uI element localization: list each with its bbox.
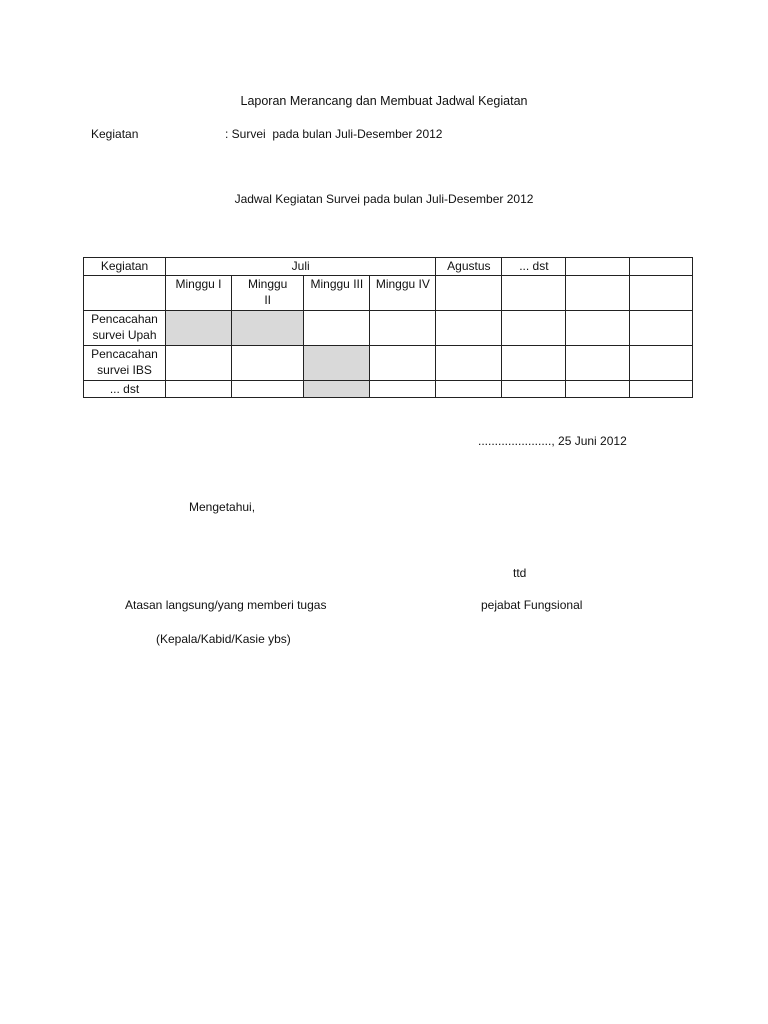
header-empty <box>566 258 630 276</box>
table-week-row <box>84 276 693 311</box>
week-2-header: Minggu II <box>232 276 304 311</box>
schedule-cell-shaded <box>232 311 304 346</box>
date-line: ......................, 25 Juni 2012 <box>478 434 627 448</box>
kegiatan-value: : Survei pada bulan Juli-Desember 2012 <box>225 127 443 141</box>
schedule-cell <box>566 381 630 398</box>
header-dst: ... dst <box>502 258 566 276</box>
schedule-cell <box>502 346 566 381</box>
mengetahui-label: Mengetahui, <box>189 500 256 514</box>
table-row <box>84 311 693 346</box>
week-1-header: Minggu I <box>166 276 232 311</box>
schedule-cell <box>436 346 502 381</box>
week-3-header: Minggu III <box>304 276 370 311</box>
schedule-cell <box>166 346 232 381</box>
schedule-cell-shaded <box>304 381 370 398</box>
empty-cell <box>502 276 566 311</box>
kegiatan-label: Kegiatan <box>91 127 139 141</box>
schedule-cell <box>630 346 693 381</box>
row-label-dst: ... dst <box>84 381 166 398</box>
left-signatory-subtitle: (Kepala/Kabid/Kasie ybs) <box>156 632 291 646</box>
week-row-empty <box>84 276 166 311</box>
schedule-cell <box>304 311 370 346</box>
ttd-label: ttd <box>513 566 527 580</box>
header-kegiatan: Kegiatan <box>84 258 166 276</box>
table-row <box>84 381 693 398</box>
empty-cell <box>566 276 630 311</box>
schedule-cell <box>232 346 304 381</box>
schedule-cell <box>370 311 436 346</box>
schedule-cell <box>502 311 566 346</box>
schedule-cell-shaded <box>166 311 232 346</box>
schedule-cell <box>630 311 693 346</box>
schedule-cell <box>232 381 304 398</box>
header-empty <box>630 258 693 276</box>
schedule-cell <box>566 346 630 381</box>
left-signatory-role: Atasan langsung/yang memberi tugas <box>125 598 327 612</box>
schedule-cell <box>370 381 436 398</box>
schedule-subtitle: Jadwal Kegiatan Survei pada bulan Juli-Desember 2012 <box>234 192 534 206</box>
empty-cell <box>630 276 693 311</box>
schedule-cell <box>630 381 693 398</box>
schedule-cell <box>502 381 566 398</box>
schedule-cell-shaded <box>304 346 370 381</box>
table-row <box>84 346 693 381</box>
schedule-table <box>83 257 693 398</box>
row-label-upah: Pencacahan survei Upah <box>84 311 166 346</box>
empty-cell <box>436 276 502 311</box>
schedule-cell <box>436 311 502 346</box>
header-juli: Juli <box>166 258 436 276</box>
right-signatory-role: pejabat Fungsional <box>481 598 583 612</box>
document-title: Laporan Merancang dan Membuat Jadwal Kegiatan <box>240 94 528 108</box>
table-header-row <box>84 258 693 276</box>
header-agustus: Agustus <box>436 258 502 276</box>
row-label-ibs: Pencacahan survei IBS <box>84 346 166 381</box>
schedule-cell <box>436 381 502 398</box>
schedule-cell <box>566 311 630 346</box>
schedule-cell <box>166 381 232 398</box>
schedule-cell <box>370 346 436 381</box>
week-4-header: Minggu IV <box>370 276 436 311</box>
